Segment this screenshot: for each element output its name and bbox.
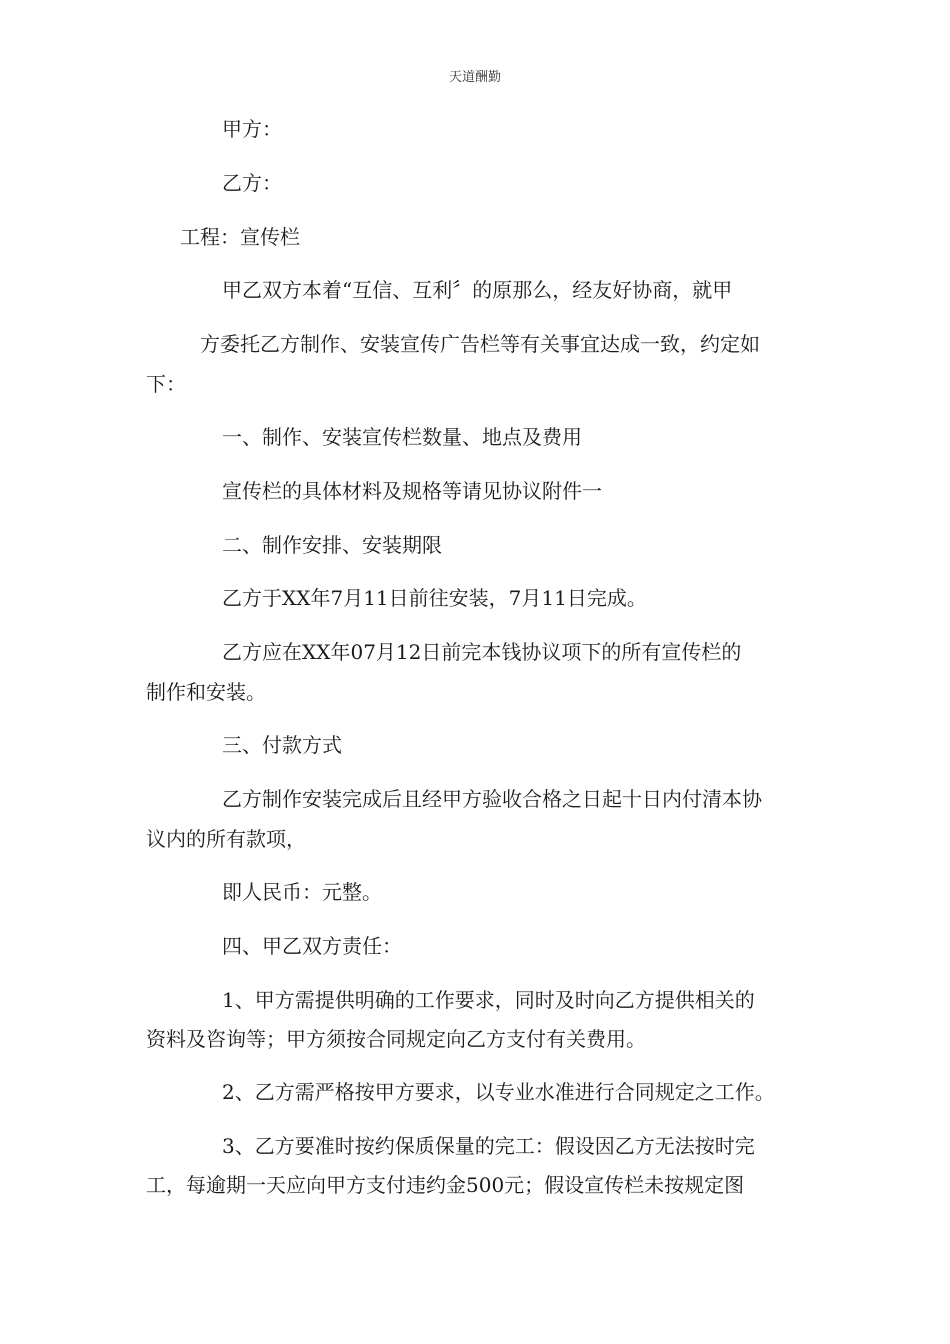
section-3-body-line-2: 议内的所有款项， xyxy=(146,827,306,851)
intro-paragraph-line-2: 方委托乙方制作、安装宣传广告栏等有关事宜达成一致，约定如 xyxy=(200,332,760,356)
project-line: 工程：宣传栏 xyxy=(180,225,300,249)
section-1-title: 一、制作、安装宣传栏数量、地点及费用 xyxy=(222,425,582,449)
section-1-body: 宣传栏的具体材料及规格等请见协议附件一 xyxy=(222,479,602,503)
section-2-body-2-line-2: 制作和安装。 xyxy=(146,680,266,704)
party-a-label: 甲方： xyxy=(222,117,282,141)
intro-paragraph-line-1: 甲乙双方本着“互信、互利〞的原那么，经友好协商，就甲 xyxy=(222,278,733,302)
page-header: 天道酬勤 xyxy=(448,70,501,85)
section-2-body-2-line-1: 乙方应在XX年07月12日前完本钱协议项下的所有宣传栏的 xyxy=(222,640,742,664)
party-b-label: 乙方： xyxy=(222,171,282,195)
section-2-body-1: 乙方于XX年7月11日前往安装，7月11日完成。 xyxy=(222,586,647,610)
section-2-title: 二、制作安排、安装期限 xyxy=(222,533,442,557)
item-2: 2、乙方需严格按甲方要求，以专业水准进行合同规定之工作。 xyxy=(222,1080,775,1104)
intro-paragraph-line-3: 下： xyxy=(146,372,186,396)
item-1-line-2: 资料及咨询等；甲方须按合同规定向乙方支付有关费用。 xyxy=(146,1027,646,1051)
section-3-amount: 即人民币：元整。 xyxy=(222,880,382,904)
section-3-body-line-1: 乙方制作安装完成后且经甲方验收合格之日起十日内付清本协 xyxy=(222,787,762,811)
item-3-line-1: 3、乙方要准时按约保质保量的完工：假设因乙方无法按时完 xyxy=(222,1134,755,1158)
section-4-title: 四、甲乙双方责任： xyxy=(222,934,402,958)
section-3-title: 三、付款方式 xyxy=(222,733,342,757)
item-3-line-2: 工，每逾期一天应向甲方支付违约金500元；假设宣传栏未按规定图 xyxy=(146,1173,745,1197)
item-1-line-1: 1、甲方需提供明确的工作要求，同时及时向乙方提供相关的 xyxy=(222,988,755,1012)
